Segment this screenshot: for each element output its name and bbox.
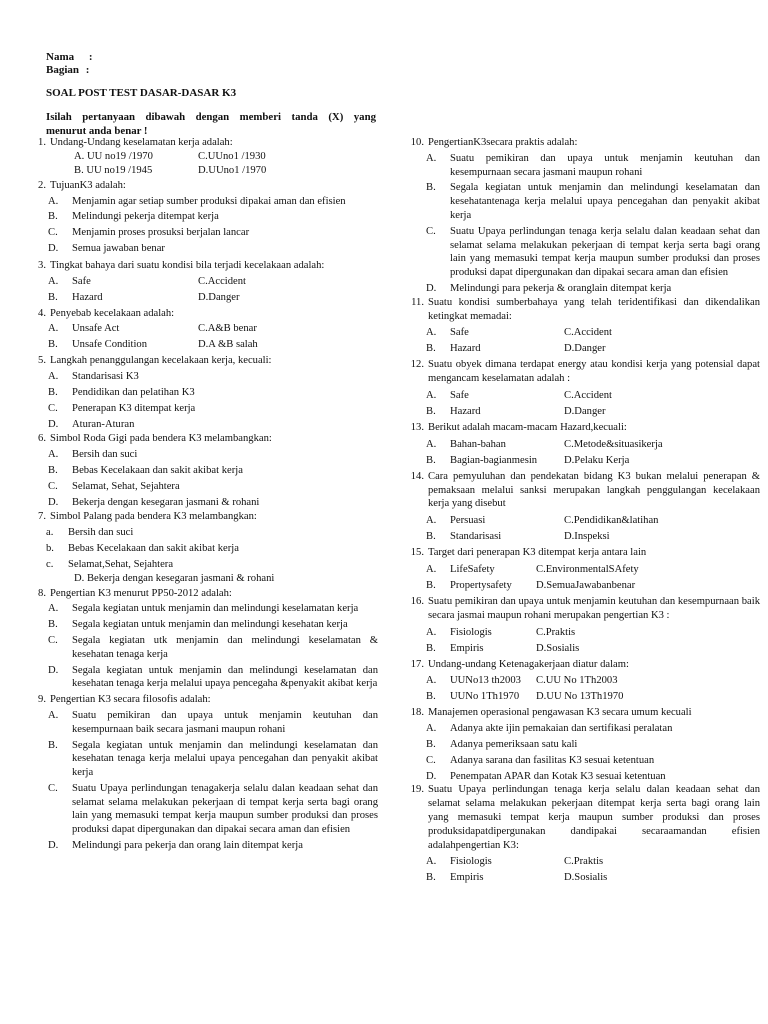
question-number: 11. [411,296,424,308]
question-number: 16. [410,595,424,607]
options-row [404,626,760,642]
option-letter: A. [426,515,437,527]
bagian-colon: : [85,64,90,76]
question-text: Undang-Undang keselamatan kerja adalah: [50,137,233,148]
option-c[interactable]: C.Metode&situasikerja [564,438,663,450]
option-letter: B. [48,386,58,398]
option-row[interactable] [26,496,378,510]
option-letter: B. [48,464,58,476]
nama-colon: : [88,51,93,63]
options-row [404,405,760,421]
option-a[interactable]: Unsafe Act [72,323,120,335]
option-b[interactable]: Hazard [72,291,103,303]
question-number: 2. [38,179,46,191]
option-text: Suatu pemikiran dan upaya untuk menjamin keutuhan dan kesempurnaan baik secara jasmani maupun rohani [72,709,378,735]
option-text: Bebas Kecelakaan dan sakit akibat kerja [72,464,243,476]
question-text: Pengertian K3 menurut PP50-2012 adalah: [50,587,232,599]
option-row[interactable] [26,602,378,616]
option-text: Segala kegiatan untuk menjamin dan melindungi keselamatan kerja [72,603,359,615]
options-row [404,514,760,530]
options-row [404,530,760,546]
option-letter: A. [48,709,59,721]
question-14 [404,470,760,511]
option-letter: A. [426,626,437,638]
question-6 [26,432,378,446]
option-letter: b. [46,542,54,554]
options-row [404,642,760,658]
question-number: 5. [38,355,46,367]
option-row[interactable] [26,558,378,572]
option-row[interactable] [26,526,378,540]
option-d[interactable]: D.Danger [564,343,606,355]
option-letter: B. [426,182,436,194]
option-a[interactable]: UUNo13 th2003 [450,675,521,687]
option-b[interactable]: Hazard [450,405,481,417]
option-letter: C. [426,225,436,237]
question-8 [26,587,378,601]
question-number: 10. [410,137,424,148]
options-row [26,338,378,354]
option-letter: C. [48,634,58,646]
option-text: Menjamin agar setiap sumber produksi dipakai aman dan efisien [72,195,346,207]
option-letter: A. [48,275,59,287]
options-row [404,438,760,454]
question-number: 17. [410,658,424,670]
option-text: Bekerja dengan kesegaran jasmani & rohani [72,496,260,508]
question-text: PengertianK3secara praktis adalah: [428,137,578,148]
options-row [404,326,760,342]
question-15 [404,546,760,560]
options-row [26,164,378,179]
option-b[interactable]: Empiris [450,642,484,654]
question-12 [404,358,760,386]
option-d[interactable]: D.Sosialis [536,642,580,654]
question-text: Cara pemyuluhan dan pendekatan bidang K3 bukan melalui penerapan & pemaksaan melalui sanksi merupakan langkah penggulangan kecelakaan kerja yang disebut [428,470,760,510]
option-row[interactable] [26,402,378,416]
option-text: Bersih dan suci [72,449,138,461]
question-text: Manajemen operasional pengawasan K3 secara umum kecuali [428,707,692,719]
question-12-options [404,389,760,421]
question-1 [26,136,378,150]
question-text: Berikut adalah macam-macam Hazard,kecuali: [428,421,627,433]
question-16-options [404,626,760,658]
option-letter: B. [48,339,58,351]
question-16 [404,595,760,623]
option-row[interactable] [26,210,378,224]
option-letter: D. [48,242,59,254]
question-18 [404,706,760,720]
option-a[interactable]: Safe [72,275,91,287]
option-row[interactable] [26,739,378,780]
option-a[interactable]: Fisiologis [450,626,492,638]
option-letter: A. [426,856,437,868]
option-b[interactable]: Empiris [450,872,484,884]
question-text: Suatu Upaya perlindungan tenaga kerja selalu dalan keadaan sehat dan selamat selama melakukan pekerjaan ditempat kerja serta bagi orang lain yang memasuki tempat kerja maupun sumber produksi dan proses produksidapatdipergunakan dandipakai secaraamandan efisien adalahpengertian K3: [428,784,760,851]
option-text: Penerapan K3 ditempat kerja [72,402,196,414]
option-a[interactable]: Safe [450,389,469,401]
option-a[interactable]: Safe [450,327,469,339]
question-17 [404,658,760,672]
option-row[interactable] [26,448,378,462]
question-text: Target dari penerapan K3 ditempat kerja antara lain [428,547,647,559]
instruction [46,111,376,139]
option-c[interactable]: C.UUno1 /1930 [198,150,266,162]
option-letter: c. [46,558,54,570]
option-letter: A. [426,563,437,575]
option-letter: A. [426,152,437,164]
option-text: Melindungi pekerja ditempat kerja [72,211,219,223]
option-text: Segala kegiatan utk menjamin dan melindungi keselamatan & kesehatan tenaga kerja [72,634,378,660]
question-number: 12. [410,359,424,371]
option-row[interactable] [26,839,378,853]
options-row [26,150,378,164]
option-letter: A. [48,323,59,335]
option-text: Bebas Kecelakaan dan sakit akibat kerja [68,542,239,554]
question-8-options [26,602,378,691]
bagian-text: Bagian [46,64,80,76]
question-text: Tingkat bahaya dari suatu kondisi bila terjadi kecelakaan adalah: [50,259,325,271]
option-letter: A. [426,438,437,450]
question-14-options [404,514,760,546]
option-letter: D. [426,770,437,782]
question-2-options [26,195,378,256]
option-letter: D. [48,840,59,852]
option-a[interactable]: A. UU no19 /1970 [74,150,153,162]
question-number: 13. [410,421,424,433]
option-text: Adanya akte ijin pemakaian dan sertifikasi peralatan [450,723,673,735]
option-text: Selamat,Sehat, Sejahtera [68,558,174,570]
option-d[interactable]: D.UU No 13Th1970 [536,691,624,703]
question-5 [26,354,378,368]
option-row[interactable] [26,782,378,837]
question-number: 3. [38,259,46,271]
option-letter: B. [426,405,436,417]
option-letter: a. [46,527,54,539]
option-d[interactable]: D.A &B salah [198,339,258,351]
option-letter: C. [48,480,58,492]
question-13-options [404,438,760,470]
question-number: 8. [38,587,46,599]
option-d[interactable]: D. Bekerja dengan kesegaran jasmani & rohani [74,572,275,584]
question-text: Undang-undang Ketenagakerjaan diatur dalam: [428,658,629,670]
option-c[interactable]: C.UU No 1Th2003 [536,675,618,687]
option-letter: D. [426,282,437,294]
question-number: 14. [410,470,424,482]
options-row [404,871,760,887]
option-d[interactable]: D.UUno1 /1970 [198,164,267,176]
question-9-options [26,709,378,853]
option-row[interactable] [26,195,378,209]
option-c[interactable]: C.Accident [198,275,246,287]
option-letter: A. [426,389,437,401]
options-row [404,454,760,470]
option-d[interactable]: D.Inspeksi [564,531,610,543]
option-text: Melindungi para pekerja dan orang lain ditempat kerja [72,840,303,852]
option-text: Segala kegiatan untuk menjamin dan melindungi keselamatan dan kesehatan tenaga kerja melalui upaya pencegahan dan penyakit akibat kerja [72,739,378,779]
question-19-options [404,855,760,887]
option-c[interactable]: C.EnvironmentalSAfety [536,563,639,575]
option-row[interactable] [404,722,760,736]
options-row [404,690,760,706]
option-letter: B. [48,291,58,303]
option-letter: C. [48,227,58,239]
option-text: Semua jawaban benar [72,242,165,254]
option-text: Adanya sarana dan fasilitas K3 sesuai ketentuan [450,754,655,766]
nama-label [46,51,93,65]
option-b[interactable]: Propertysafety [450,579,512,591]
option-letter: D. [48,664,59,676]
option-row[interactable] [26,618,378,632]
left-column [26,136,378,853]
question-9 [26,693,378,707]
question-text: Simbol Roda Gigi pada bendera K3 melambangkan: [50,433,272,445]
question-13 [404,421,760,435]
option-row[interactable] [26,386,378,400]
option-row[interactable] [26,709,378,737]
options-row [404,389,760,405]
options-row [26,275,378,291]
question-number: 7. [38,511,46,523]
question-17-options [404,674,760,706]
option-row[interactable] [404,282,760,296]
option-c[interactable]: C.Praktis [536,626,576,638]
question-7 [26,510,378,524]
option-letter: A. [48,371,59,383]
question-text: TujuanK3 adalah: [50,179,126,191]
option-text: Segala kegiatan untuk menjamin dan melindungi keselamatan dan kesehatan tenaga kerja melalui upaya pencegaha &penyakit akibat kerja [72,664,378,690]
option-text: Segala kegiatan untuk menjamin dan melindungi keselamatan dan kesehatantenaga kerja melalui upaya pencegahan dan penyakit akibat kerja [450,182,760,221]
option-b[interactable]: B. UU no19 /1945 [74,164,153,176]
option-row[interactable] [26,542,378,556]
question-number: 6. [38,433,46,445]
question-text: Langkah penanggulangan kecelakaan kerja, kecuali: [50,355,272,367]
option-a[interactable]: Bahan-bahan [450,438,506,450]
question-number: 19. [410,784,424,796]
option-letter: B. [426,343,436,355]
option-letter: B. [426,454,436,466]
option-text: Bersih dan suci [68,527,134,539]
option-text: Melindungi para pekerja & oranglain ditempat kerja [450,282,672,294]
question-4 [26,307,378,321]
question-5-options [26,370,378,431]
question-text: Pengertian K3 secara filosofis adalah: [50,694,211,706]
option-b[interactable]: Bagian-bagianmesin [450,454,538,466]
option-letter: B. [426,579,436,591]
question-number: 4. [38,307,46,319]
option-row[interactable] [404,225,760,280]
option-letter: D. [48,418,59,430]
question-10-options [404,152,760,296]
option-letter: C. [48,782,58,794]
page-title: SOAL POST TEST DASAR-DASAR K3 [46,87,237,99]
options-row [404,579,760,595]
option-text: Selamat, Sehat, Sejahtera [72,480,180,492]
option-letter: C. [48,402,58,414]
option-letter: B. [426,691,436,703]
question-11 [404,296,760,324]
options-row [404,674,760,690]
option-row[interactable] [26,242,378,256]
option-c[interactable]: C.Praktis [564,856,604,868]
question-2 [26,179,378,193]
options-row [404,563,760,579]
option-text: Standarisasi K3 [72,371,139,383]
question-text: Suatu obyek dimana terdapat energy atau kondisi kerja yang potensial dapat mengancam keselamatan adalah : [428,359,760,385]
option-letter: B. [426,872,436,884]
option-c[interactable]: C.Accident [564,327,612,339]
question-text: Suatu pemikiran dan upaya untuk menjamin keutuhan dan kesempurnaan baik secara jasmai maupun rohani merupakan pengertian K3 : [428,595,760,621]
option-b[interactable]: Unsafe Condition [72,339,148,351]
nama-text: Nama [46,51,75,63]
option-letter: B. [48,211,58,223]
question-6-options [26,448,378,509]
option-a[interactable]: LifeSafety [450,563,495,575]
question-19 [404,783,760,852]
question-15-options [404,563,760,595]
option-text: Menjamin proses prosuksi berjalan lancar [72,227,250,239]
question-10 [404,136,760,150]
options-row [26,291,378,307]
option-a[interactable]: Fisiologis [450,856,492,868]
question-number: 9. [38,694,46,706]
option-text: Suatu Upaya perlindungan tenagakerja selalu dalan keadaan sehat dan selamat selama melakukan pekerjaan di tempat kerja serta bagi orang lain yang memasuki tempat kerja maupun sumber produksi dan proses produksi dapat dipergunakan dan dipakai secara aman dan efisien [72,782,378,836]
option-row[interactable] [26,418,378,432]
option-letter: B. [426,531,436,543]
option-c[interactable]: C.A&B benar [198,323,257,335]
option-letter: A. [48,195,59,207]
option-letter: A. [48,449,59,461]
option-text: Pendidikan dan pelatihan K3 [72,386,195,398]
option-b[interactable]: Standarisasi [450,531,502,543]
option-d[interactable]: D.Pelaku Kerja [564,454,630,466]
option-text: Suatu Upaya perlindungan tenaga kerja selalu dalan keadaan sehat dan selamat selama melakukan pekerjaan di tempat kerja serta bagi orang lain yang memasuki tempat kerja maupun sumber produksi dan proses produksi dapat dipergunakan dan dipakai secara aman dan efisien [450,225,760,279]
option-row[interactable] [404,738,760,752]
option-letter: B. [48,739,58,751]
option-text: Suatu pemikiran dan upaya untuk menjamin keutuhan dan kesempurnaan secara jasmani maupun rohani [450,152,760,178]
option-letter: B. [426,642,436,654]
option-row[interactable] [26,664,378,692]
question-text: Suatu kondisi sumberbahaya yang telah teridentifikasi dan dikendalikan ketingkat memadai: [428,296,760,322]
option-text: Aturan-Aturan [72,418,135,430]
option-letter: C. [426,754,436,766]
option-d[interactable]: D.Danger [198,291,240,303]
question-text: Penyebab kecelakaan adalah: [50,307,175,319]
option-d[interactable]: D.SemuaJawabanbenar [536,579,636,591]
option-d[interactable]: D.Sosialis [564,872,608,884]
option-letter: B. [426,738,436,750]
option-text: Penempatan APAR dan Kotak K3 sesuai ketentuan [450,770,666,782]
instruction-line-2: menurut anda benar ! [46,124,148,137]
option-letter: A. [426,675,437,687]
option-letter: D. [48,496,59,508]
option-letter: A. [426,723,437,735]
option-row[interactable] [26,226,378,240]
question-7-options [26,526,378,571]
option-c[interactable]: C.Pendidikan&latihan [564,515,659,527]
question-number: 1. [38,137,46,148]
options-row [404,342,760,358]
option-b[interactable]: Hazard [450,343,481,355]
option-b[interactable]: UUNo 1Th1970 [450,691,520,703]
option-a[interactable]: Persuasi [450,515,486,527]
option-row[interactable] [404,770,760,784]
option-letter: A. [48,603,59,615]
option-text: Adanya pemeriksaan satu kali [450,738,578,750]
instruction-line-1: Isilah pertanyaan dibawah dengan memberi tanda (X) yang [46,111,376,123]
option-row[interactable] [26,634,378,662]
question-number: 15. [410,547,424,559]
options-row [404,855,760,871]
option-d[interactable]: D.Danger [564,405,606,417]
option-row[interactable] [26,370,378,384]
bagian-label [46,64,89,78]
question-3 [26,259,378,273]
question-18-options [404,722,760,783]
question-number: 18. [410,707,424,719]
question-11-options [404,326,760,358]
option-c[interactable]: C.Accident [564,389,612,401]
option-letter: B. [48,619,58,631]
question-text: Simbol Palang pada bendera K3 melambangkan: [50,511,257,523]
option-row[interactable] [26,464,378,478]
options-row [26,322,378,338]
option-text: Segala kegiatan untuk menjamin dan melindungi kesehatan kerja [72,619,348,631]
option-row[interactable] [404,152,760,180]
right-column [404,136,760,887]
option-row[interactable] [404,181,760,222]
option-letter: A. [426,327,437,339]
option-row[interactable] [26,480,378,494]
option-row[interactable] [404,754,760,768]
